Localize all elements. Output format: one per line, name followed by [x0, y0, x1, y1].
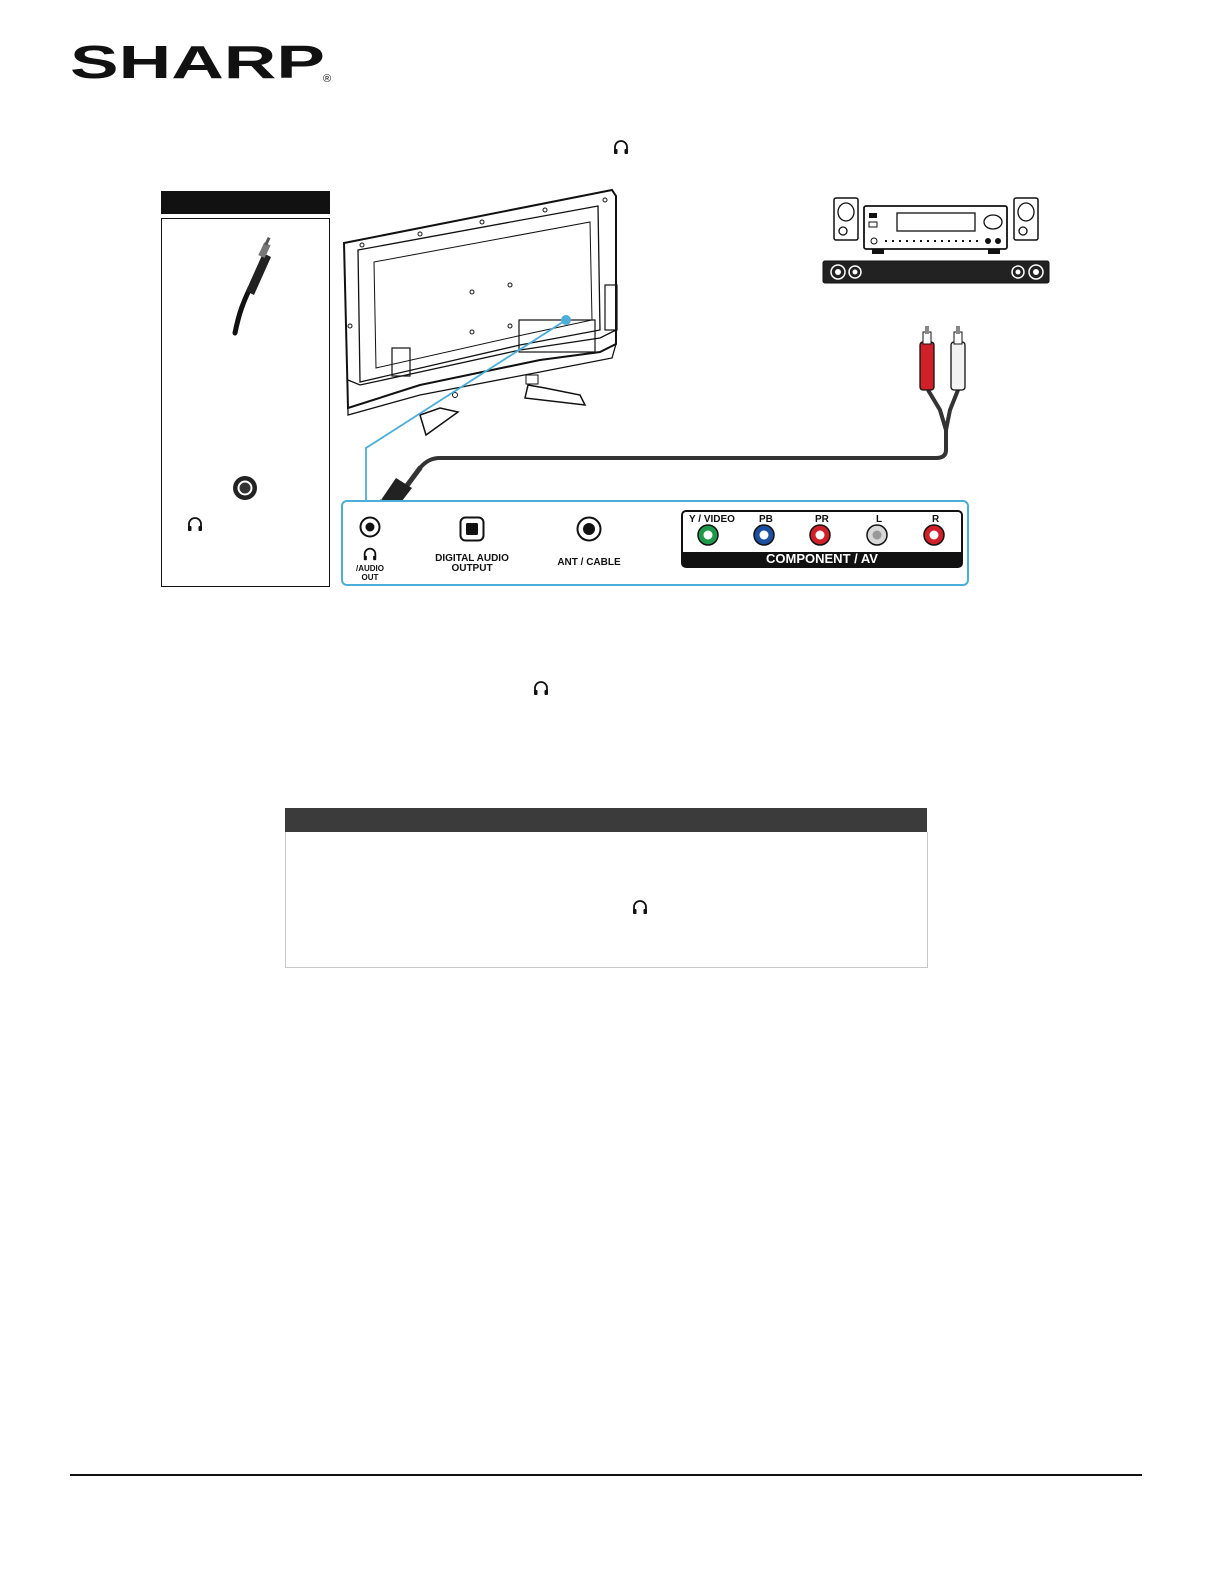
headphone-icon — [362, 546, 378, 562]
jack-label-r: R — [932, 514, 940, 525]
digital-audio-output-label: DIGITAL AUDIO OUTPUT — [435, 553, 509, 574]
headphone-icon — [631, 898, 649, 916]
jack-l-icon — [866, 524, 888, 546]
jack-pr-icon — [809, 524, 831, 546]
sidebar-panel — [161, 218, 330, 587]
headphone-icon — [186, 515, 204, 533]
audio-jack-icon — [232, 475, 258, 501]
jack-label-l: L — [876, 514, 883, 525]
component-av-group — [681, 510, 963, 568]
sidebar-header — [161, 191, 330, 214]
ant-cable-label: ANT / CABLE — [557, 557, 621, 568]
audio-cable-plug-icon — [217, 233, 277, 343]
component-av-label: COMPONENT / AV — [683, 552, 961, 566]
jack-label-pr: PR — [815, 514, 829, 525]
tv-back-illustration — [344, 190, 617, 435]
headphone-icon — [612, 138, 630, 156]
tv-connector-panel — [341, 500, 969, 586]
footer-divider — [70, 1474, 1142, 1476]
jack-pb-icon — [753, 524, 775, 546]
headphone-icon — [532, 679, 550, 697]
ant-cable-jack-icon — [576, 516, 602, 542]
audio-out-label: /AUDIO OUT — [356, 564, 384, 582]
note-box — [285, 832, 928, 968]
registered-mark: ® — [323, 73, 332, 85]
audio-system-illustration — [823, 198, 1049, 283]
note-header-bar — [285, 808, 927, 832]
audio-out-jack-icon — [359, 516, 381, 538]
jack-y-video-icon — [697, 524, 719, 546]
jack-label-y-video: Y / VIDEO — [689, 514, 735, 525]
sharp-logo — [70, 40, 335, 85]
digital-audio-jack-icon — [459, 516, 485, 542]
jack-label-pb: PB — [759, 514, 773, 525]
jack-r-icon — [923, 524, 945, 546]
logo-text: SHARP — [70, 40, 325, 85]
